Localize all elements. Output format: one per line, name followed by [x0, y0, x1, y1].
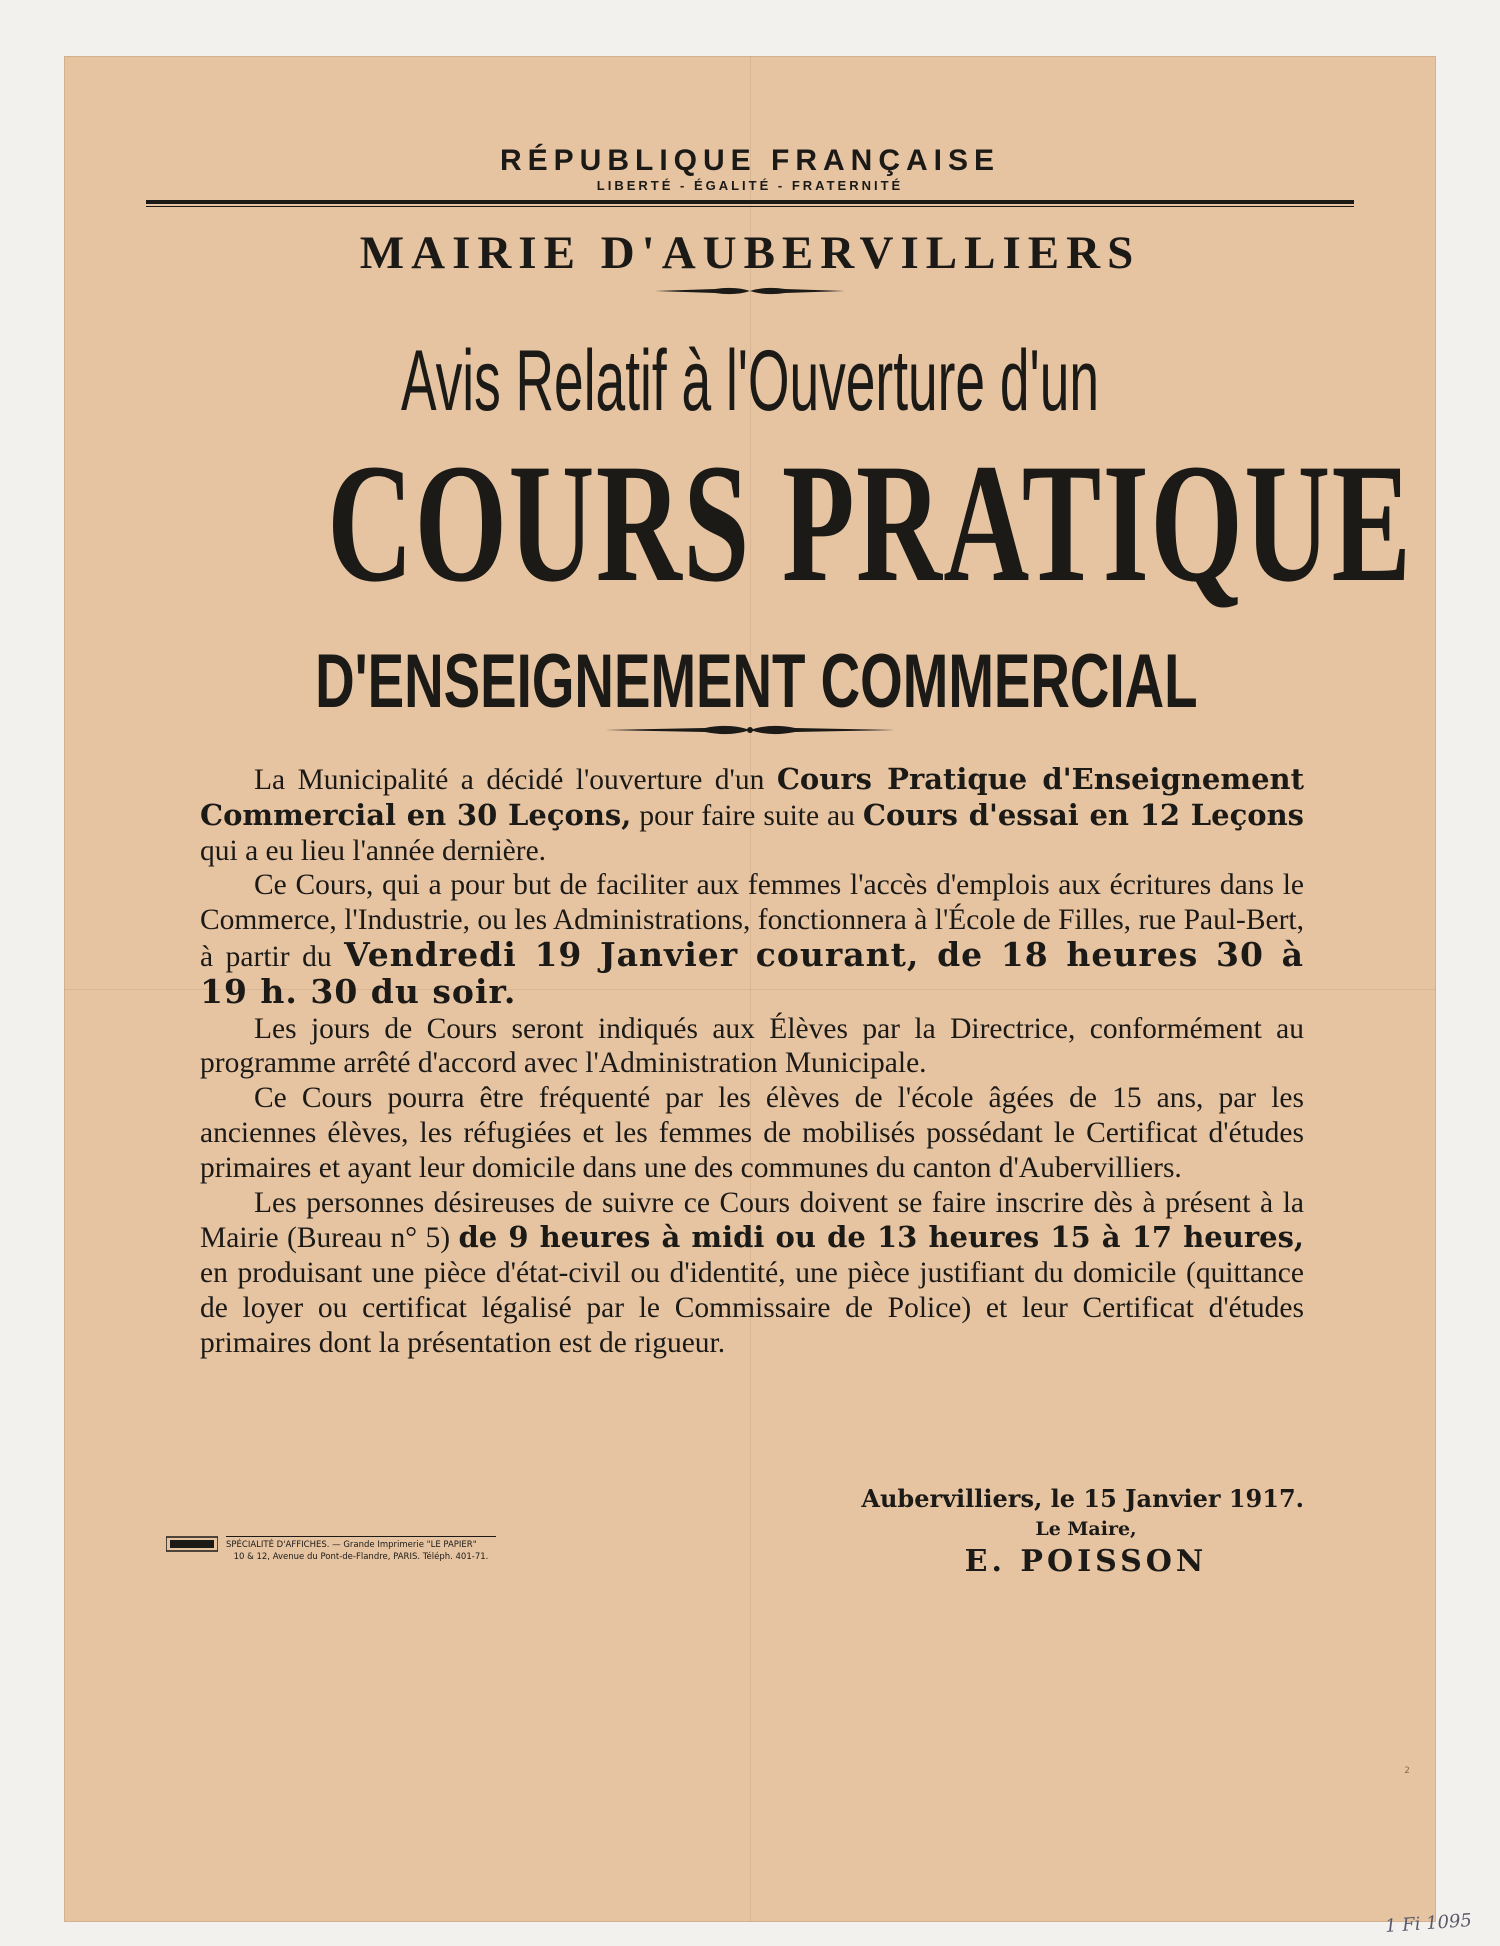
emphasis-run: Vendredi 19 Janvier courant, de 18 heures 30 à 19 h. 30 du soir.	[200, 934, 1304, 1011]
enseignement-commercial-title: D'ENSEIGNEMENT COMMERCIAL	[315, 639, 1198, 724]
archive-reference: 1 Fi 1095	[1384, 1909, 1473, 1938]
emphasis-run: de 9 heures à midi ou de 13 heures 15 à 17 heures,	[458, 1220, 1304, 1255]
notice-body	[200, 762, 1304, 1361]
text-run: Les personnes désireuses de suivre ce Cours doivent se faire inscrire dès à présent à la Mairie (Bureau n° 5)	[200, 1186, 1304, 1255]
avis-title: Avis Relatif à l'Ouverture d'un	[400, 333, 1100, 429]
paragraph-3: Les jours de Cours seront indiqués aux Élèves par la Directrice, conformément au programme arrêté d'accord avec l'Administration Municipale.	[200, 1012, 1304, 1080]
paragraph-1	[200, 762, 1304, 868]
text-run: Ce Cours, qui a pour but de faciliter aux femmes l'accès d'emplois aux écritures dans le Commerce, l'Industrie, ou les Administrations, fonctionnera à l'École de Filles, rue Paul-Bert, à partir du	[200, 869, 1304, 973]
imprimeur-rule	[226, 1536, 496, 1537]
imprimeur-lines	[226, 1534, 496, 1563]
poster-sheet	[64, 56, 1436, 1922]
mairie-heading: MAIRIE D'AUBERVILLIERS	[359, 227, 1141, 279]
paragraph-5	[200, 1186, 1304, 1361]
devise-line: LIBERTÉ - ÉGALITÉ - FRATERNITÉ	[596, 178, 904, 193]
signature-title: Le Maire,	[1035, 1518, 1137, 1540]
emphasis-run: Cours Pratique d'Enseignement Commercial en 30 Leçons,	[200, 762, 1305, 832]
imprimeur-line-2: 10 & 12, Avenue du Pont-de-Flandre, PARIS. Téléph. 401-71.	[233, 1552, 489, 1562]
page-mark: 2	[1404, 1766, 1410, 1776]
text-run: La Municipalité a décidé l'ouverture d'un	[254, 764, 777, 796]
text-run: qui a eu lieu l'année dernière.	[200, 834, 547, 867]
paragraph-4: Ce Cours pourra être fréquenté par les élèves de l'école âgées de 15 ans, par les anciennes élèves, les réfugiées et les femmes de mobilisés possédant le Certificat d'études primaires et ayant leur domicile dans une des communes du canton d'Aubervilliers.	[200, 1082, 1304, 1184]
paragraph-2	[200, 868, 1304, 1011]
text-run: pour faire suite au	[631, 799, 863, 832]
header-rule-thin	[146, 206, 1354, 207]
ornament-divider-icon	[605, 722, 895, 738]
text-run: en produisant une pièce d'état-civil ou d'identité, une pièce justifiant du domicile (quittance de loyer ou certificat légalisé par le Commissaire de Police) et leur Certificat d'études primaires dont la présentation est de rigueur.	[200, 1257, 1304, 1359]
cours-pratique-title: COURS PRATIQUE	[327, 429, 1413, 617]
signature-name: E. POISSON	[964, 1544, 1208, 1579]
printer-logo-icon	[166, 1536, 218, 1552]
ornament-divider-icon	[655, 284, 845, 298]
republique-heading: RÉPUBLIQUE FRANÇAISE	[499, 144, 1001, 177]
header-rule	[146, 200, 1354, 204]
imprimeur-line-1: SPÉCIALITÉ D'AFFICHES. — Grande Imprimerie "LE PAPIER"	[226, 1540, 477, 1550]
signature-date: Aubervilliers, le 15 Janvier 1917.	[861, 1484, 1304, 1513]
emphasis-run: Cours d'essai en 12 Leçons	[862, 797, 1304, 832]
